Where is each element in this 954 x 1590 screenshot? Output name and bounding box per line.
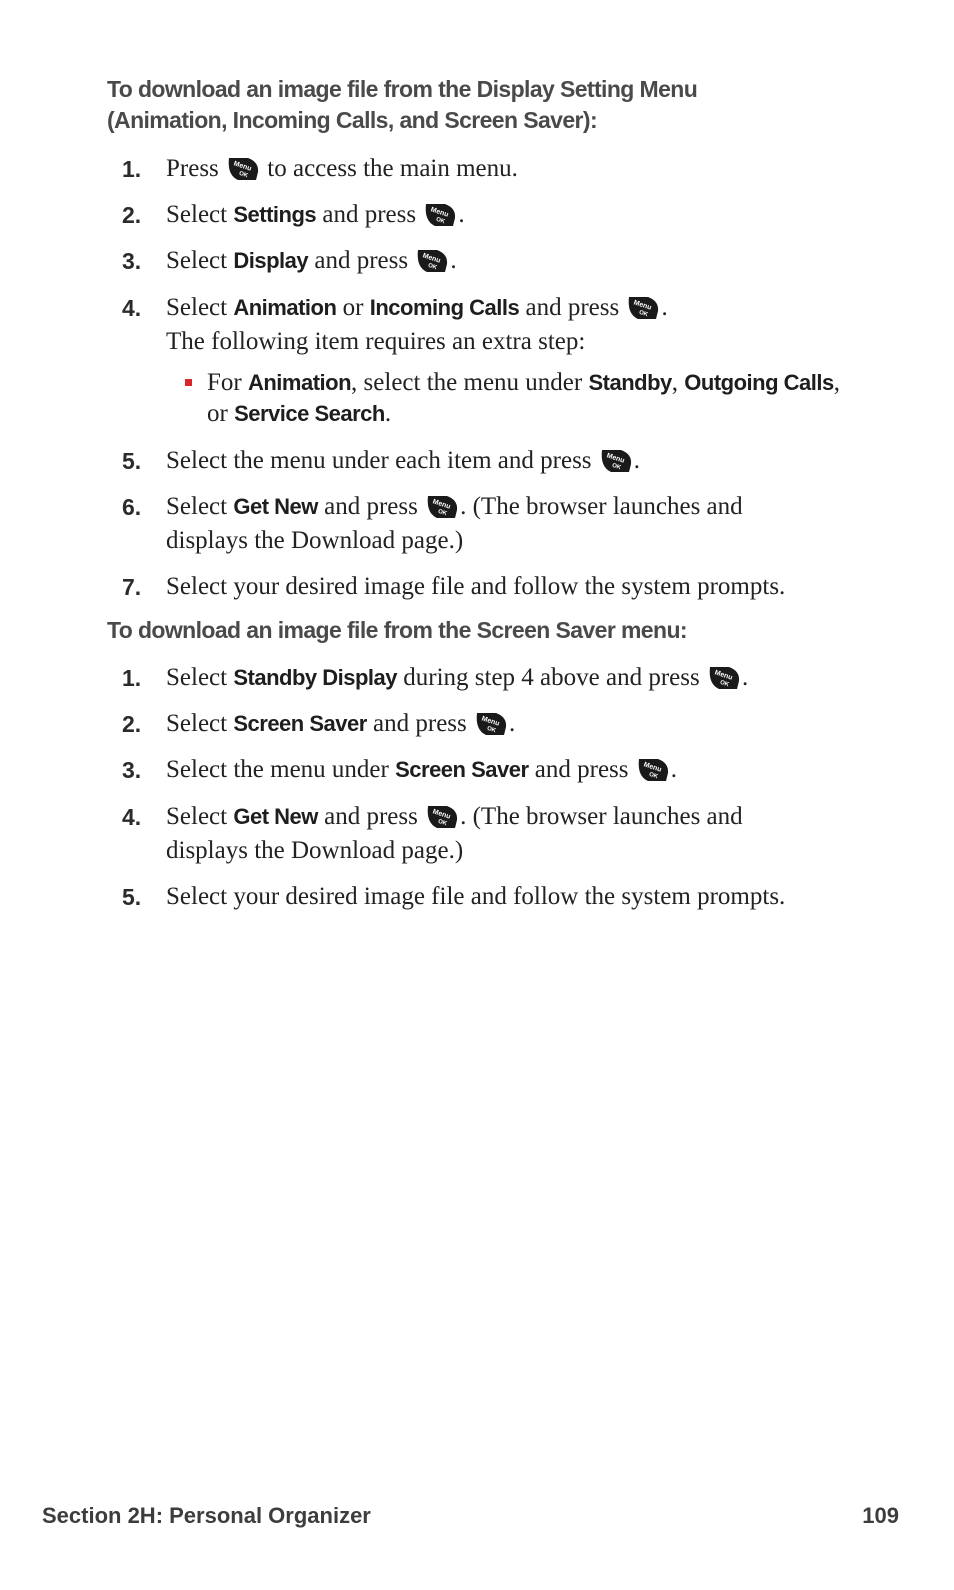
page-number: 109 bbox=[862, 1503, 899, 1528]
text: . bbox=[384, 400, 392, 427]
svg-text:Menu: Menu bbox=[605, 452, 626, 465]
step-text bbox=[166, 444, 866, 478]
svg-text:Menu: Menu bbox=[431, 808, 452, 821]
text: to access the main menu. bbox=[267, 155, 518, 182]
menu-ok-key-icon bbox=[425, 804, 459, 830]
menu-term: Animation bbox=[233, 295, 337, 320]
step-line bbox=[166, 291, 866, 325]
text: Select the menu under each item and press bbox=[166, 447, 592, 474]
step-number: 2. bbox=[122, 202, 142, 228]
text: Select bbox=[166, 803, 228, 830]
svg-text:Menu: Menu bbox=[642, 761, 663, 774]
text: Select the menu under bbox=[166, 756, 389, 783]
svg-text:OK: OK bbox=[647, 771, 659, 781]
text: . bbox=[741, 664, 749, 691]
text: Select bbox=[166, 710, 228, 737]
svg-text:OK: OK bbox=[238, 170, 249, 180]
text: . (The browser launches and bbox=[460, 493, 743, 520]
step-number: 6. bbox=[122, 494, 142, 520]
text: and press bbox=[322, 201, 417, 228]
step-number: 3. bbox=[122, 757, 142, 783]
bullet-text bbox=[207, 367, 877, 429]
text: . bbox=[450, 247, 457, 274]
heading-line: To download an image file from the Screen Saver menu: bbox=[107, 617, 687, 643]
step-text bbox=[166, 198, 866, 232]
step-line: displays the Download page.) bbox=[166, 527, 464, 554]
svg-text:OK: OK bbox=[610, 462, 622, 472]
svg-text:OK: OK bbox=[437, 818, 448, 828]
svg-text:OK: OK bbox=[435, 216, 446, 226]
step-number: 5. bbox=[122, 884, 142, 910]
menu-term: Animation bbox=[247, 370, 352, 395]
text: . bbox=[670, 756, 678, 783]
svg-text:Menu: Menu bbox=[480, 715, 501, 728]
text: Select bbox=[166, 493, 228, 520]
bullet-marker bbox=[185, 379, 192, 386]
text: . bbox=[458, 201, 465, 228]
svg-text:OK: OK bbox=[486, 725, 497, 735]
heading-line: (Animation, Incoming Calls, and Screen Saver): bbox=[107, 107, 598, 133]
svg-text:OK: OK bbox=[427, 262, 438, 272]
menu-term: Screen Saver bbox=[395, 757, 529, 782]
menu-term: Incoming Calls bbox=[369, 295, 520, 320]
step-number: 1. bbox=[122, 156, 142, 182]
menu-term: Standby bbox=[588, 370, 672, 395]
text: and press bbox=[324, 493, 418, 520]
svg-text:Menu: Menu bbox=[431, 498, 452, 511]
step-line: displays the Download page.) bbox=[166, 837, 464, 864]
step-text bbox=[166, 291, 866, 359]
text: , bbox=[833, 369, 840, 396]
text: . bbox=[661, 294, 668, 321]
menu-ok-key-icon bbox=[636, 757, 670, 783]
text: and press bbox=[525, 294, 620, 321]
svg-text:OK: OK bbox=[719, 679, 730, 689]
text: , select the menu under bbox=[351, 369, 583, 396]
bullet-line bbox=[207, 398, 877, 429]
step-text bbox=[166, 152, 866, 186]
bullet-line bbox=[207, 367, 877, 398]
footer-section-title: Section 2H: Personal Organizer bbox=[42, 1503, 371, 1528]
step-number: 7. bbox=[122, 574, 142, 600]
step-line bbox=[166, 490, 866, 524]
step-line: The following item requires an extra step: bbox=[166, 328, 586, 355]
step-number: 1. bbox=[122, 665, 142, 691]
heading-line: To download an image file from the Display Setting Menu bbox=[107, 76, 698, 102]
menu-ok-key-icon bbox=[415, 248, 449, 274]
step-number: 4. bbox=[122, 804, 142, 830]
step-text bbox=[166, 800, 866, 868]
menu-term: Settings bbox=[233, 202, 317, 227]
step-number: 3. bbox=[122, 248, 142, 274]
text: or bbox=[207, 400, 228, 427]
menu-term: Service Search bbox=[234, 401, 385, 426]
menu-ok-key-icon bbox=[474, 711, 508, 737]
svg-text:Menu: Menu bbox=[422, 252, 442, 265]
menu-ok-key-icon bbox=[226, 156, 260, 182]
step-text bbox=[166, 753, 866, 787]
text: For bbox=[207, 369, 242, 396]
step-text: Select your desired image file and follow the system prompts. bbox=[166, 883, 786, 910]
text: Select bbox=[166, 201, 228, 228]
menu-term: Outgoing Calls bbox=[684, 370, 834, 395]
text: . (The browser launches and bbox=[460, 803, 743, 830]
svg-text:OK: OK bbox=[437, 508, 448, 518]
menu-ok-key-icon bbox=[599, 448, 633, 474]
menu-term: Display bbox=[233, 248, 309, 273]
menu-ok-key-icon bbox=[707, 665, 741, 691]
text: and press bbox=[534, 756, 629, 783]
text: . bbox=[633, 447, 641, 474]
section-heading-screen-saver bbox=[107, 615, 887, 646]
menu-ok-key-icon bbox=[423, 202, 457, 228]
menu-ok-key-icon bbox=[425, 494, 459, 520]
svg-text:Menu: Menu bbox=[430, 206, 450, 219]
svg-text:Menu: Menu bbox=[232, 160, 253, 173]
svg-text:Menu: Menu bbox=[713, 669, 734, 682]
text: Select bbox=[166, 664, 228, 691]
step-number: 5. bbox=[122, 448, 142, 474]
svg-text:Menu: Menu bbox=[633, 299, 653, 312]
step-text bbox=[166, 707, 866, 741]
step-text: Select your desired image file and follow the system prompts. bbox=[166, 573, 786, 600]
text: and press bbox=[314, 247, 409, 274]
step-text bbox=[166, 661, 866, 695]
text: Select bbox=[166, 294, 228, 321]
text: , bbox=[671, 369, 679, 396]
text: or bbox=[342, 294, 364, 321]
step-number: 2. bbox=[122, 711, 142, 737]
text: Press bbox=[166, 155, 219, 182]
menu-term: Get New bbox=[233, 804, 318, 829]
svg-text:OK: OK bbox=[638, 309, 649, 319]
text: during step 4 above and press bbox=[403, 664, 700, 691]
text: . bbox=[509, 710, 516, 737]
text: Select bbox=[166, 247, 228, 274]
menu-term: Screen Saver bbox=[233, 711, 367, 736]
step-number: 4. bbox=[122, 295, 142, 321]
step-text bbox=[166, 490, 866, 558]
step-text bbox=[166, 244, 866, 278]
step-line bbox=[166, 800, 866, 834]
text: and press bbox=[324, 803, 418, 830]
menu-term: Get New bbox=[233, 494, 318, 519]
text: and press bbox=[373, 710, 467, 737]
menu-ok-key-icon bbox=[626, 295, 660, 321]
menu-term: Standby Display bbox=[233, 665, 397, 690]
section-heading-display-settings bbox=[107, 74, 887, 136]
